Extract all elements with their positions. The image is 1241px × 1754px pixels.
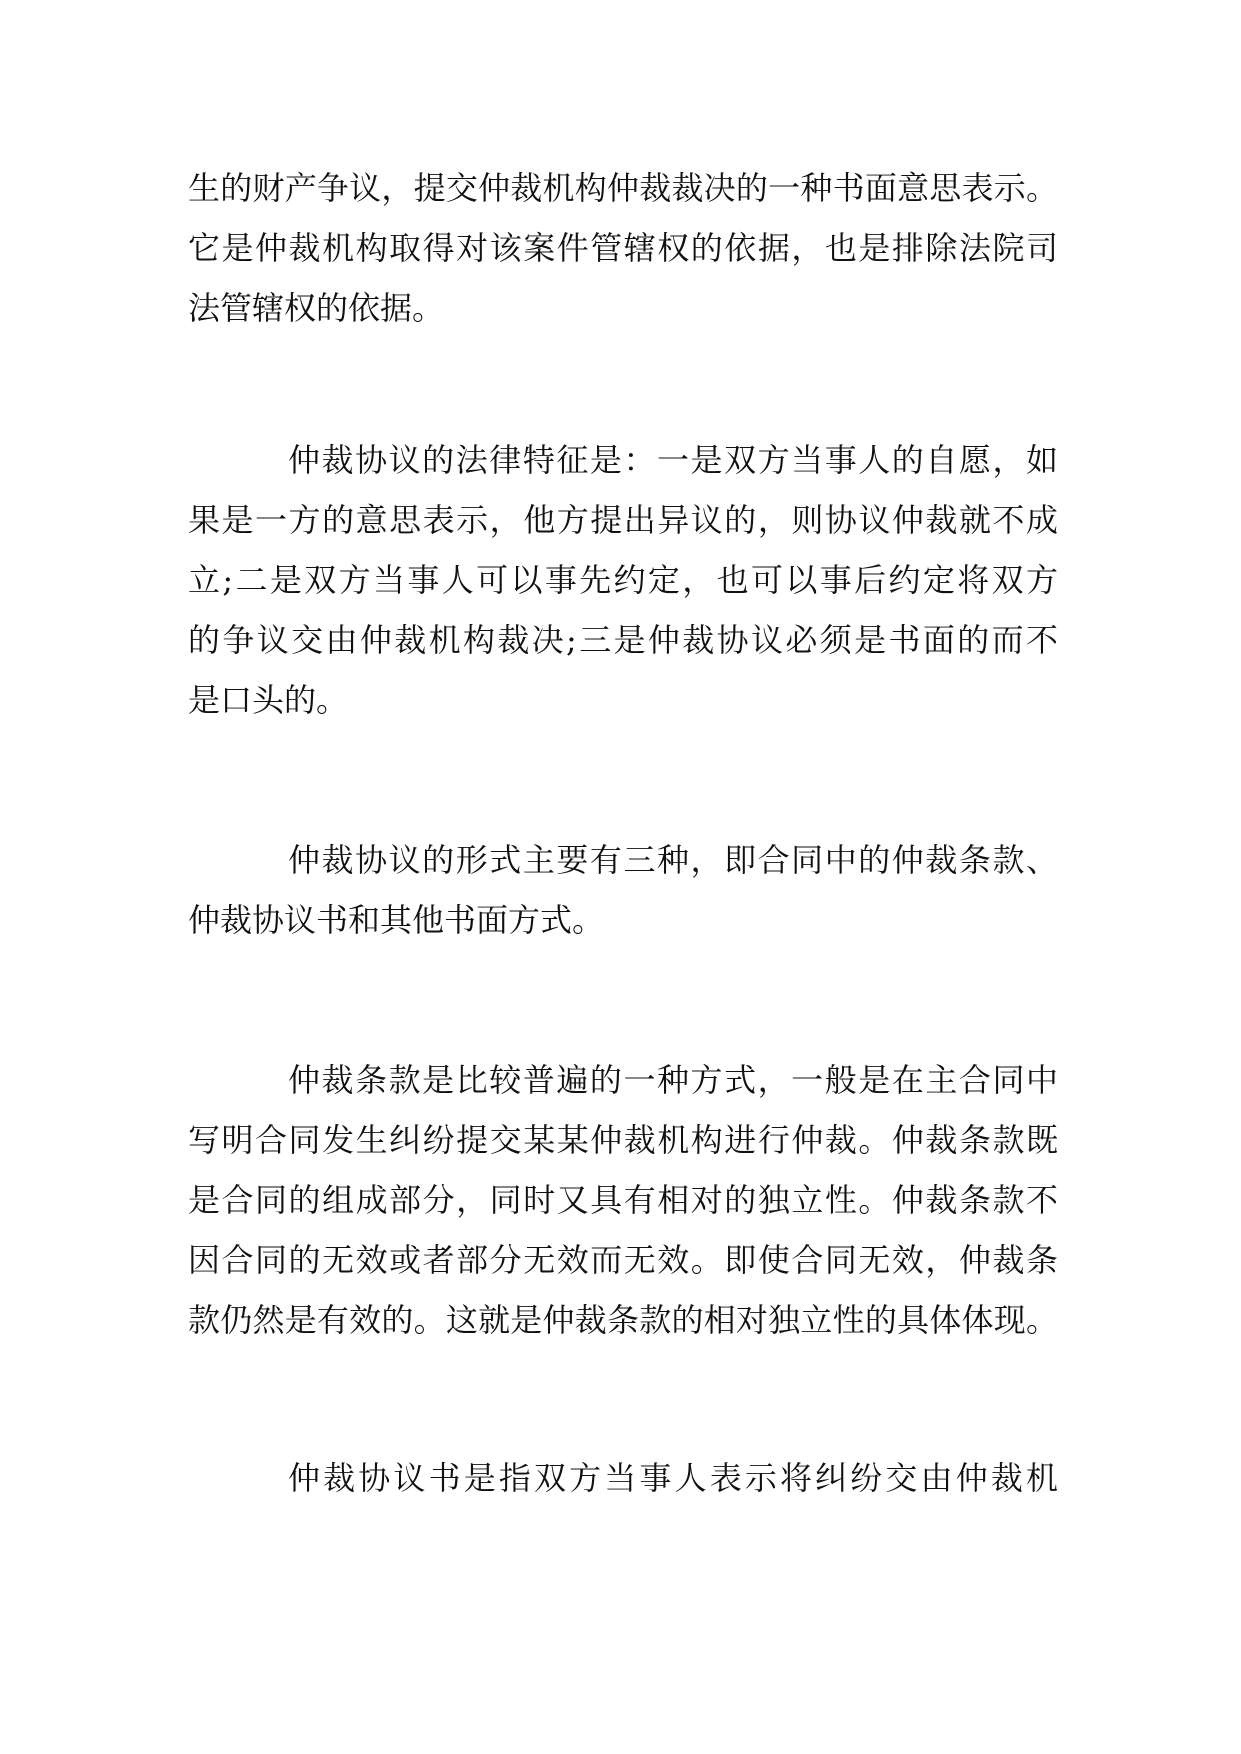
paragraph-line: 仲裁协议书是指双方当事人表示将纠纷交由仲裁机: [288, 1459, 1058, 1497]
paragraph-line: 仲裁协议书和其他书面方式。: [188, 901, 605, 939]
paragraph-line: 写明合同发生纠纷提交某某仲裁机构进行仲裁。仲裁条款既: [188, 1121, 1058, 1159]
paragraph-line: 款仍然是有效的。这就是仲裁条款的相对独立性的具体体现。: [188, 1301, 1058, 1339]
paragraph-line: 立;二是双方当事人可以事先约定，也可以事后约定将双方: [188, 561, 1058, 599]
paragraph-line: 果是一方的意思表示，他方提出异议的，则协议仲裁就不成: [188, 501, 1058, 539]
paragraph-line: 的争议交由仲裁机构裁决;三是仲裁协议必须是书面的而不: [188, 621, 1058, 659]
paragraph-line: 是口头的。: [188, 681, 349, 719]
paragraph-line: 是合同的组成部分，同时又具有相对的独立性。仲裁条款不: [188, 1181, 1058, 1219]
paragraph-line: 它是仲裁机构取得对该案件管辖权的依据，也是排除法院司: [188, 229, 1058, 267]
paragraph-line: 仲裁条款是比较普遍的一种方式，一般是在主合同中: [288, 1061, 1058, 1099]
paragraph-line: 仲裁协议的法律特征是：一是双方当事人的自愿，如: [288, 441, 1058, 479]
paragraph-line: 因合同的无效或者部分无效而无效。即使合同无效，仲裁条: [188, 1241, 1058, 1279]
paragraph-line: 法管辖权的依据。: [188, 289, 445, 327]
paragraph-line: 生的财产争议，提交仲裁机构仲裁裁决的一种书面意思表示。: [188, 169, 1058, 207]
paragraph-line: 仲裁协议的形式主要有三种，即合同中的仲裁条款、: [288, 841, 1058, 879]
